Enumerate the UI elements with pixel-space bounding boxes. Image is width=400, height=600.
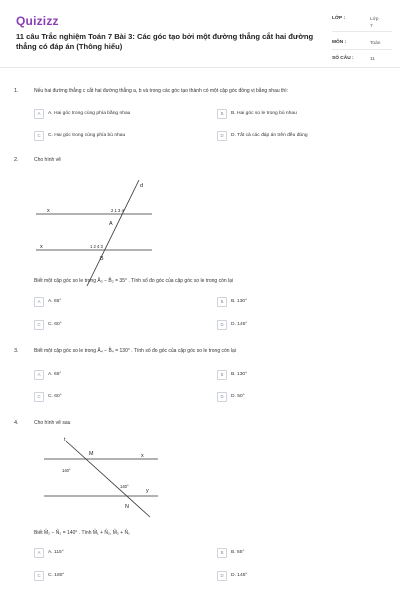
figure-parallel-lines-1 bbox=[30, 172, 180, 292]
line-t bbox=[66, 441, 150, 517]
option-text: C. 60° bbox=[48, 322, 62, 327]
label-point-b: B bbox=[100, 256, 104, 262]
meta-label-mon: MÔN : bbox=[332, 40, 347, 45]
meta-value-lop: Lớp 7 bbox=[370, 17, 379, 29]
label-y: y bbox=[146, 488, 149, 494]
question-text: Cho hình vẽ bbox=[34, 157, 61, 163]
label-x: x bbox=[141, 453, 144, 459]
meta-row-mon bbox=[332, 36, 392, 50]
option-key: D bbox=[217, 392, 227, 402]
question-text: Biết một cặp góc so le trong Â₄ − B̂₄ = 130° . Tính số đo góc của cặp góc so le trong còn lại bbox=[34, 348, 236, 354]
question-number: 2. bbox=[14, 157, 19, 163]
option-key: D bbox=[217, 571, 227, 581]
option-text: A. Hai góc trong cùng phía bằng nhau bbox=[48, 111, 131, 116]
option-text: C. Hai góc trong cùng phía bù nhau bbox=[48, 133, 126, 138]
option-text: B. 130° bbox=[231, 372, 248, 377]
question-text-2: Biết M̂₂ − N̂₂ = 140° . Tính M̂₁ + N̂₂, M̂₂ + N̂₁ bbox=[34, 530, 130, 536]
option-key: D bbox=[217, 131, 227, 141]
option-key: A bbox=[34, 548, 44, 558]
page-title: 11 câu Trắc nghiệm Toán 7 Bài 3: Các góc tạo bởi một đường thẳng cắt hai đường thẳng có đáp án (Thông hiểu) bbox=[16, 32, 314, 51]
option-key: B bbox=[217, 109, 227, 119]
meta-value-mon: Toán bbox=[370, 41, 381, 46]
divider bbox=[332, 49, 392, 50]
option-key: C bbox=[34, 320, 44, 330]
line-transversal bbox=[87, 180, 139, 286]
option-text: C. 180° bbox=[48, 573, 65, 578]
option-text: D. Tất cả các đáp án trên đều đúng bbox=[231, 133, 308, 138]
question-number: 1. bbox=[14, 88, 19, 94]
option-text: A. 115° bbox=[48, 550, 64, 555]
angle-label-140-top: 140° bbox=[62, 468, 71, 473]
option-key: C bbox=[34, 571, 44, 581]
option-text: C. 60° bbox=[48, 394, 62, 399]
meta-label-socau: SỐ CÂU : bbox=[332, 56, 354, 61]
question-text: Cho hình vẽ sau bbox=[34, 420, 71, 426]
meta-row-socau bbox=[332, 52, 392, 66]
option-key: A bbox=[34, 297, 44, 307]
page-header bbox=[0, 0, 400, 68]
label-x-top: x bbox=[47, 208, 50, 214]
label-n: N bbox=[125, 504, 129, 510]
angle-label-140-bottom: 140° bbox=[120, 484, 129, 489]
option-text: D. 145° bbox=[231, 322, 248, 327]
option-key: B bbox=[217, 297, 227, 307]
option-text: B. Hai góc so le trong bù nhau bbox=[231, 111, 297, 116]
option-key: A bbox=[34, 109, 44, 119]
quizizz-logo[interactable]: Quizizz bbox=[16, 14, 59, 28]
option-text: D. 50° bbox=[231, 394, 245, 399]
option-text: B. 55° bbox=[231, 550, 245, 555]
label-point-a: A bbox=[109, 221, 113, 227]
option-key: B bbox=[217, 548, 227, 558]
question-number: 4. bbox=[14, 420, 19, 426]
option-text: A. 65° bbox=[48, 372, 62, 377]
label-x-bottom: x bbox=[40, 244, 43, 250]
figure-parallel-lines-2 bbox=[40, 433, 170, 523]
angle-labels-b: 1 2 4 3 bbox=[90, 244, 103, 249]
label-d: d bbox=[140, 183, 143, 189]
divider bbox=[332, 31, 392, 32]
option-key: C bbox=[34, 131, 44, 141]
question-text: Nếu hai đường thẳng c cắt hai đường thẳng a, b và trong các góc tạo thành có một cặp góc đồng vị bằng nhau thì: bbox=[34, 88, 288, 94]
option-text: A. 65° bbox=[48, 299, 62, 304]
label-m: M bbox=[89, 451, 94, 457]
option-key: D bbox=[217, 320, 227, 330]
meta-value-socau: 11 bbox=[370, 57, 375, 62]
meta-row-lop bbox=[332, 12, 392, 29]
meta-label-lop: LỚP : bbox=[332, 16, 346, 21]
angle-labels-a: 2 1 3 4 bbox=[111, 208, 124, 213]
option-key: B bbox=[217, 370, 227, 380]
option-key: C bbox=[34, 392, 44, 402]
label-t: t bbox=[64, 437, 66, 443]
question-text-2: Biết một cặp góc so le trong Â₃ − B̂₂ = 35° . Tính số đo góc của cặp góc so le trong còn lại bbox=[34, 278, 234, 284]
question-number: 3. bbox=[14, 348, 19, 354]
option-text: D. 145° bbox=[231, 573, 248, 578]
option-key: A bbox=[34, 370, 44, 380]
option-text: B. 130° bbox=[231, 299, 248, 304]
